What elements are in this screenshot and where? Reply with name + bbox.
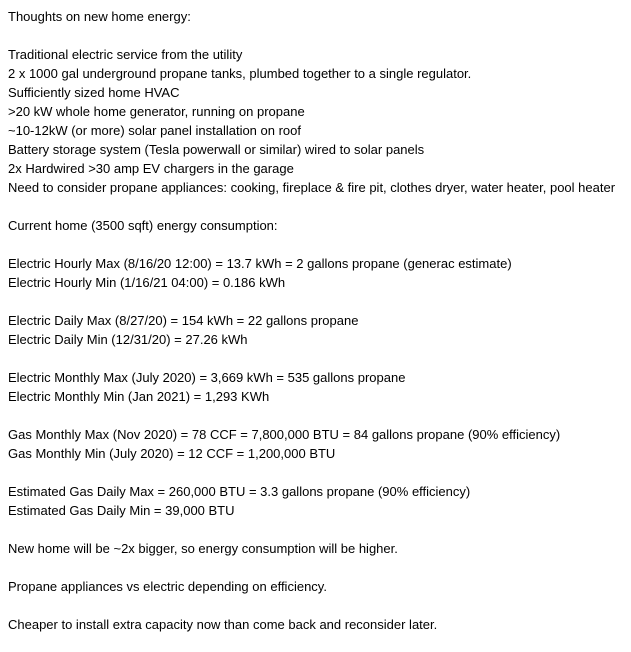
text-line: >20 kW whole home generator, running on propane	[8, 104, 305, 119]
text-line: Battery storage system (Tesla powerwall or similar) wired to solar panels	[8, 142, 425, 157]
text-line: Gas Monthly Min (July 2020) = 12 CCF = 1,200,000 BTU	[8, 446, 336, 461]
text-line: Electric Daily Max (8/27/20) = 154 kWh = 22 gallons propane	[8, 313, 359, 328]
blank-line	[8, 520, 625, 539]
blank-line	[8, 406, 625, 425]
blank-line	[8, 26, 625, 45]
text-line: Thoughts on new home energy:	[8, 9, 191, 24]
text-line: 2 x 1000 gal underground propane tanks, plumbed together to a single regulator.	[8, 66, 472, 81]
text-line: ~10-12kW (or more) solar panel installation on roof	[8, 123, 302, 138]
text-line: Cheaper to install extra capacity now than come back and reconsider later.	[8, 617, 438, 632]
text-line: Current home (3500 sqft) energy consumption:	[8, 218, 278, 233]
text-line: Electric Hourly Min (1/16/21 04:00) = 0.186 kWh	[8, 275, 286, 290]
blank-line	[8, 463, 625, 482]
text-line: Estimated Gas Daily Max = 260,000 BTU = 3.3 gallons propane (90% efficiency)	[8, 484, 471, 499]
text-line: Electric Hourly Max (8/16/20 12:00) = 13.7 kWh = 2 gallons propane (generac estimate)	[8, 256, 512, 271]
text-line: Electric Monthly Max (July 2020) = 3,669 kWh = 535 gallons propane	[8, 370, 406, 385]
blank-line	[8, 197, 625, 216]
text-line: Need to consider propane appliances: cooking, fireplace & fire pit, clothes dryer, water heater, pool heater	[8, 180, 616, 195]
text-line: Electric Daily Min (12/31/20) = 27.26 kWh	[8, 332, 248, 347]
text-line: Electric Monthly Min (Jan 2021) = 1,293 KWh	[8, 389, 270, 404]
text-line: Traditional electric service from the utility	[8, 47, 243, 62]
blank-line	[8, 235, 625, 254]
blank-line	[8, 292, 625, 311]
blank-line	[8, 558, 625, 577]
text-line: Propane appliances vs electric depending on efficiency.	[8, 579, 327, 594]
text-line: New home will be ~2x bigger, so energy consumption will be higher.	[8, 541, 398, 556]
text-line: Gas Monthly Max (Nov 2020) = 78 CCF = 7,800,000 BTU = 84 gallons propane (90% efficiency)	[8, 427, 561, 442]
blank-line	[8, 596, 625, 615]
text-line: Estimated Gas Daily Min = 39,000 BTU	[8, 503, 235, 518]
blank-line	[8, 349, 625, 368]
text-line: 2x Hardwired >30 amp EV chargers in the garage	[8, 161, 294, 176]
text-line: Sufficiently sized home HVAC	[8, 85, 180, 100]
